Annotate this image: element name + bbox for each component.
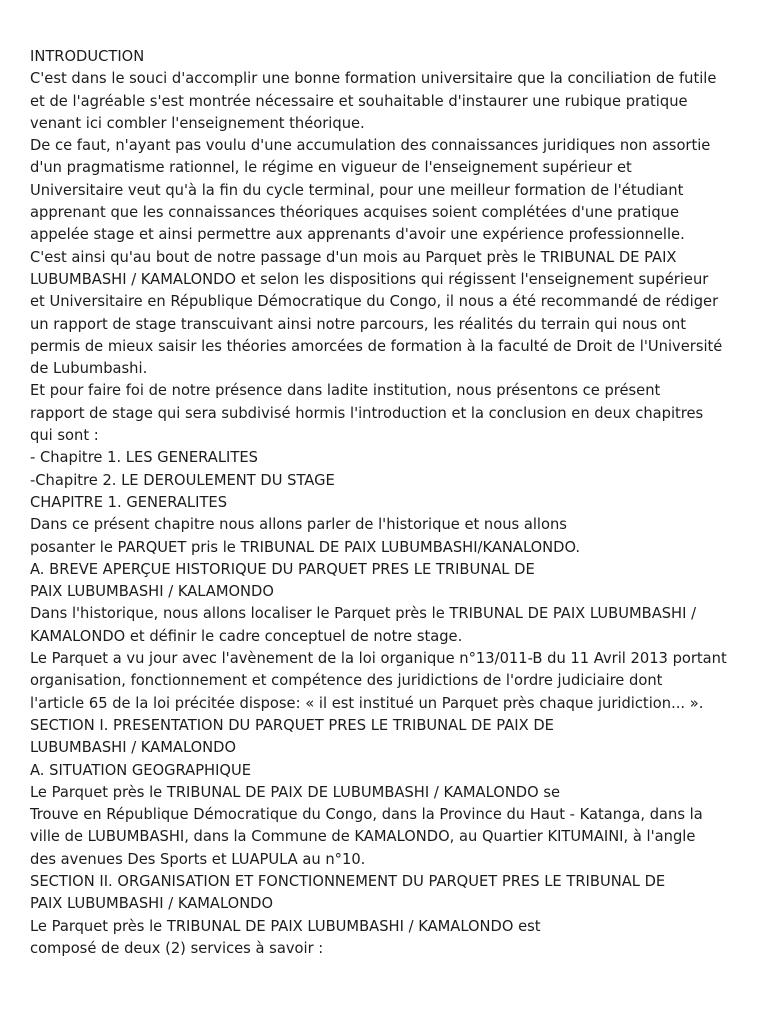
heading-chapter-1: CHAPITRE 1. GENERALITES <box>30 493 228 511</box>
text-line: Le Parquet près le TRIBUNAL DE PAIX DE LUBUMBASHI / KAMALONDO se <box>30 783 561 801</box>
heading-situation: A. SITUATION GEOGRAPHIQUE <box>30 761 252 779</box>
text-line: Dans ce présent chapitre nous allons parler de l'historique et nous allons <box>30 516 567 534</box>
text-line: d'un pragmatisme rationnel, le régime en vigueur de l'enseignement supérieur et <box>30 159 632 177</box>
text-line: De ce faut, n'ayant pas voulu d'une accumulation des connaissances juridiques non assortie <box>30 137 711 155</box>
text-line: et Universitaire en République Démocratique du Congo, il nous a été recommandé de rédiger <box>30 293 719 311</box>
text-line: venant ici combler l'enseignement théorique. <box>30 114 365 132</box>
document-body <box>30 46 760 960</box>
text-line: KAMALONDO et définir le cadre conceptuel de notre stage. <box>30 627 463 645</box>
chapter-list-item: - Chapitre 1. LES GENERALITES <box>30 449 258 467</box>
heading-section-1: SECTION I. PRESENTATION DU PARQUET PRES LE TRIBUNAL DE PAIX DE <box>30 716 554 734</box>
text-line: posanter le PARQUET pris le TRIBUNAL DE PAIX LUBUMBASHI/KANALONDO. <box>30 538 581 556</box>
text-line: appelée stage et ainsi permettre aux apprenants d'avoir une expérience professionnelle. <box>30 226 685 244</box>
text-line: ville de LUBUMBASHI, dans la Commune de KAMALONDO, au Quartier KITUMAINI, à l'angle <box>30 828 696 846</box>
text-line: des avenues Des Sports et LUAPULA au n°10. <box>30 850 366 868</box>
text-line: Dans l'historique, nous allons localiser le Parquet près le TRIBUNAL DE PAIX LUBUMBASHI / <box>30 605 697 623</box>
text-line: et de l'agréable s'est montrée nécessaire et souhaitable d'instaurer une rubique pratique <box>30 92 688 110</box>
text-line: LUBUMBASHI / KAMALONDO et selon les dispositions qui régissent l'enseignement supérieur <box>30 270 709 288</box>
text-line: permis de mieux saisir les théories amorcées de formation à la faculté de Droit de l'Université <box>30 337 723 355</box>
heading-historique: A. BREVE APERÇUE HISTORIQUE DU PARQUET PRES LE TRIBUNAL DE <box>30 560 535 578</box>
text-line: apprenant que les connaissances théoriques acquises soient complétées d'une pratique <box>30 204 680 222</box>
chapter-list-item: -Chapitre 2. LE DEROULEMENT DU STAGE <box>30 471 335 489</box>
text-line: un rapport de stage transcuivant ainsi notre parcours, les réalités du terrain qui nous ont <box>30 315 687 333</box>
heading-historique-cont: PAIX LUBUMBASHI / KALAMONDO <box>30 583 274 601</box>
heading-section-1-cont: LUBUMBASHI / KAMALONDO <box>30 739 237 757</box>
text-line: Le Parquet près le TRIBUNAL DE PAIX LUBUMBASHI / KAMALONDO est <box>30 917 541 935</box>
text-line: composé de deux (2) services à savoir : <box>30 939 324 957</box>
heading-section-2: SECTION II. ORGANISATION ET FONCTIONNEMENT DU PARQUET PRES LE TRIBUNAL DE <box>30 872 666 890</box>
heading-introduction: INTRODUCTION <box>30 48 145 65</box>
text-line: rapport de stage qui sera subdivisé hormis l'introduction et la conclusion en deux chapitres <box>30 404 704 422</box>
heading-section-2-cont: PAIX LUBUMBASHI / KAMALONDO <box>30 895 274 913</box>
text-line: C'est dans le souci d'accomplir une bonne formation universitaire que la conciliation de futile <box>30 70 717 88</box>
text-line: de Lubumbashi. <box>30 360 148 378</box>
text-line: qui sont : <box>30 427 99 445</box>
text-line: Trouve en République Démocratique du Congo, dans la Province du Haut - Katanga, dans la <box>30 806 703 824</box>
text-line: Le Parquet a vu jour avec l'avènement de la loi organique n°13/011-B du 11 Avril 2013 portant <box>30 650 727 668</box>
text-line: C'est ainsi qu'au bout de notre passage d'un mois au Parquet près le TRIBUNAL DE PAIX <box>30 248 677 266</box>
text-line: organisation, fonctionnement et compétence des juridictions de l'ordre judiciaire dont <box>30 672 663 690</box>
text-line: Universitaire veut qu'à la fin du cycle terminal, pour une meilleur formation de l'étudiant <box>30 181 684 199</box>
text-line: Et pour faire foi de notre présence dans ladite institution, nous présentons ce présent <box>30 382 661 400</box>
text-line: l'article 65 de la loi précitée dispose: « il est institué un Parquet près chaque juridiction... ». <box>30 694 704 712</box>
